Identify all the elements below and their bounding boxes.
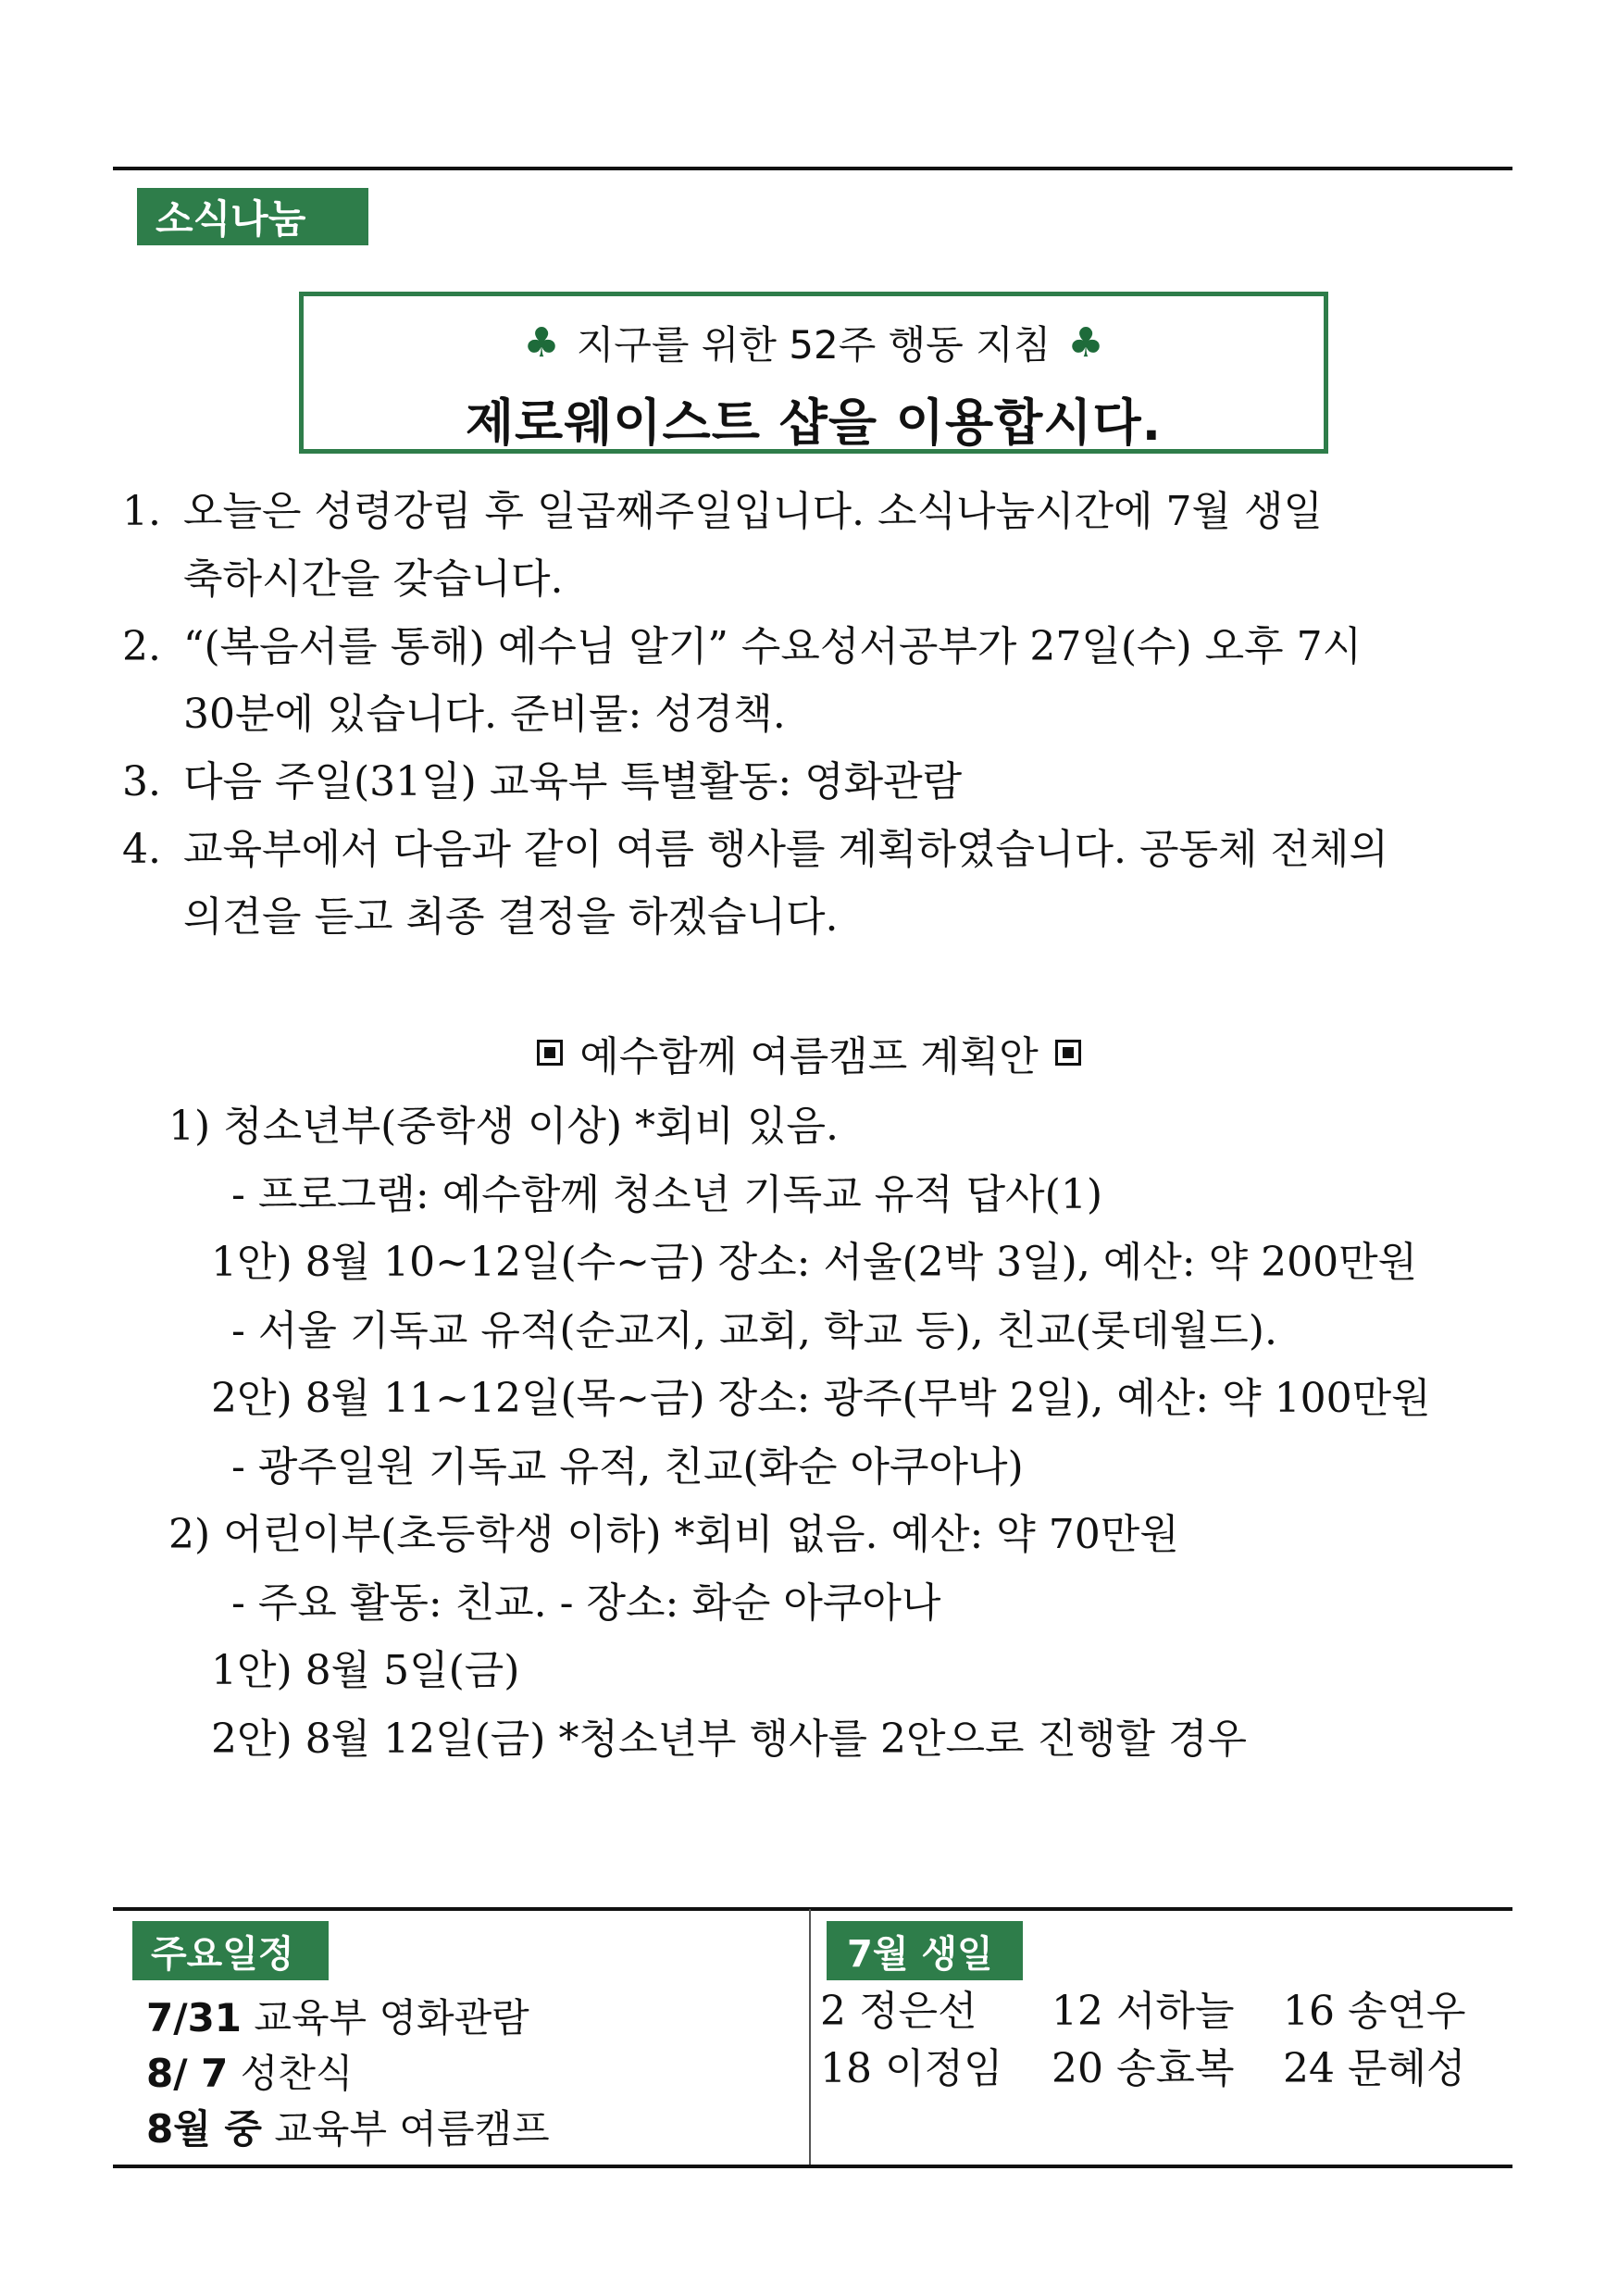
camp-detail-line: - 광주일원 기독교 유적, 친교(화순 아쿠아나) bbox=[231, 1442, 1024, 1491]
birthday-entry: 16 송연우 bbox=[1283, 1988, 1466, 2035]
bottom-section-rule bbox=[113, 2165, 1512, 2168]
camp-group-heading: 2) 어린이부(초등학생 이하) *회비 없음. 예산: 약 70만원 bbox=[168, 1511, 1179, 1558]
notice-number: 1. bbox=[122, 488, 161, 535]
column-divider bbox=[809, 1909, 811, 2166]
notice-number: 2. bbox=[122, 623, 161, 670]
birthday-entry: 12 서하늘 bbox=[1052, 1988, 1235, 2035]
top-rule bbox=[113, 167, 1512, 170]
camp-option-line: 1안) 8월 10~12일(수~금) 장소: 서울(2박 3일), 예산: 약 200만원 bbox=[211, 1239, 1418, 1286]
schedule-item bbox=[146, 1990, 550, 2046]
birthday-entry: 2 정은선 bbox=[820, 1988, 977, 2035]
birthday-row bbox=[820, 2040, 1514, 2098]
action-subtitle-row bbox=[304, 315, 1324, 370]
notice-number: 4. bbox=[122, 826, 161, 873]
notice-list bbox=[122, 478, 1511, 951]
notice-text: 교육부에서 다음과 같이 여름 행사를 계획하였습니다. 공동체 전체의 의견을 듣고 최종 결정을 하겠습니다. bbox=[183, 826, 1388, 941]
camp-option-line: 2안) 8월 11~12일(목~금) 장소: 광주(무박 2일), 예산: 약 100만원 bbox=[211, 1375, 1431, 1422]
camp-detail-line: - 프로그램: 예수함께 청소년 기독교 유적 답사(1) bbox=[231, 1170, 1103, 1218]
camp-plan-list bbox=[0, 1092, 1618, 1773]
camp-group-heading: 1) 청소년부(중학생 이상) *회비 있음. bbox=[168, 1103, 839, 1150]
schedule-section-tag: 주요일정 bbox=[132, 1921, 329, 1980]
schedule-event: 성찬식 bbox=[240, 2051, 354, 2096]
schedule-event: 교육부 영화관람 bbox=[254, 1995, 529, 2040]
square-bullet-icon bbox=[537, 1040, 563, 1066]
schedule-item bbox=[146, 2102, 550, 2157]
square-bullet-icon bbox=[1055, 1040, 1081, 1066]
camp-plan-title bbox=[0, 1023, 1618, 1082]
action-title: 제로웨이스트 샵을 이용합시다. bbox=[465, 393, 1163, 452]
action-subtitle: 지구를 위한 52주 행동 지침 bbox=[576, 322, 1052, 368]
schedule-list bbox=[146, 1990, 550, 2157]
notice-text: 다음 주일(31일) 교육부 특별활동: 영화관람 bbox=[183, 758, 963, 805]
camp-detail-line: - 주요 활동: 친교. - 장소: 화순 아쿠아나 bbox=[231, 1578, 941, 1627]
notice-text: “(복음서를 통해) 예수님 알기” 수요성서공부가 27일(수) 오후 7시 30분에 있습니다. 준비물: 성경책. bbox=[183, 623, 1363, 738]
schedule-date: 8/ 7 bbox=[146, 2051, 229, 2096]
camp-detail-line: - 서울 기독교 유적(순교지, 교회, 학교 등), 친교(롯데월드). bbox=[231, 1306, 1277, 1354]
action-guide-box bbox=[299, 292, 1328, 454]
notice-item bbox=[122, 748, 1511, 816]
birthday-list bbox=[820, 1983, 1514, 2098]
club-icon: ♣ bbox=[523, 318, 560, 367]
notice-text: 오늘은 성령강림 후 일곱째주일입니다. 소식나눔시간에 7월 생일 축하시간을 갖습니다. bbox=[183, 488, 1323, 603]
bottom-section-rule bbox=[113, 1907, 1512, 1911]
birthday-entry: 24 문혜성 bbox=[1283, 2045, 1466, 2092]
birthday-entry: 20 송효복 bbox=[1052, 2045, 1235, 2092]
club-icon: ♣ bbox=[1067, 318, 1104, 367]
camp-option-line: 2안) 8월 12일(금) *청소년부 행사를 2안으로 진행할 경우 bbox=[211, 1715, 1247, 1763]
birthday-row bbox=[820, 1983, 1514, 2040]
camp-option-line: 1안) 8월 5일(금) bbox=[211, 1647, 520, 1694]
camp-plan-title-text: 예수함께 여름캠프 계획안 bbox=[579, 1033, 1039, 1080]
notice-item bbox=[122, 613, 1511, 748]
notice-item bbox=[122, 478, 1511, 613]
news-section-tag: 소식나눔 bbox=[137, 188, 368, 245]
notice-item bbox=[122, 816, 1511, 951]
schedule-date: 8월 중 bbox=[146, 2106, 262, 2152]
schedule-item bbox=[146, 2046, 550, 2102]
birthday-entry: 18 이정임 bbox=[820, 2045, 1003, 2092]
birthday-section-tag: 7월 생일 bbox=[827, 1921, 1023, 1980]
notice-number: 3. bbox=[122, 758, 161, 805]
schedule-event: 교육부 여름캠프 bbox=[274, 2106, 550, 2152]
schedule-date: 7/31 bbox=[146, 1995, 243, 2040]
